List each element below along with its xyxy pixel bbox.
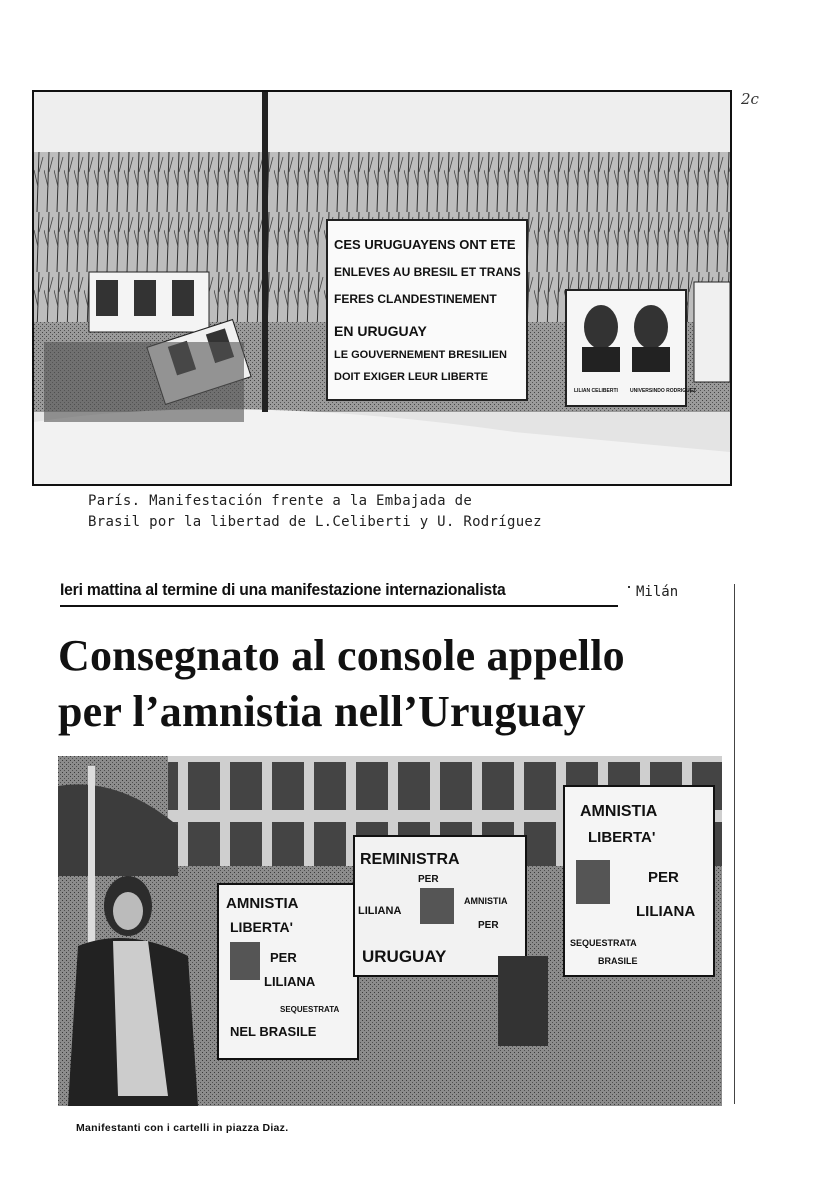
headline-line-2: per l’amnistia nell’Uruguay xyxy=(58,687,586,736)
kicker-rule xyxy=(60,605,618,607)
sign-left-line-2: LIBERTA' xyxy=(230,919,293,935)
banner-line-5: LE GOUVERNEMENT BRESILIEN xyxy=(334,349,507,361)
sign-left-line-1: AMNISTIA xyxy=(226,895,299,912)
sign-right-line-3: PER xyxy=(648,869,679,886)
sign-middle-line-6: URUGUAY xyxy=(362,947,447,966)
banner-line-6: DOIT EXIGER LEUR LIBERTE xyxy=(334,371,489,383)
sign-right-line-1: AMNISTIA xyxy=(580,803,658,820)
kicker-dot xyxy=(628,586,630,588)
sign-middle-line-2: PER xyxy=(418,874,439,885)
sign-left-line-6: NEL BRASILE xyxy=(230,1024,317,1039)
sign-left-line-3: PER xyxy=(270,950,297,965)
banner-line-1: CES URUGUAYENS ONT ETE xyxy=(334,237,516,252)
sign-middle-line-1: REMINISTRA xyxy=(360,851,460,868)
sign-right-line-2: LIBERTA' xyxy=(588,829,656,846)
milan-sign-left xyxy=(218,884,358,1059)
banner-line-4: EN URUGUAY xyxy=(334,323,427,339)
milan-sign-middle xyxy=(354,836,526,976)
sign-middle-line-4: AMNISTIA xyxy=(464,896,508,906)
paris-demonstration-photo xyxy=(32,90,732,486)
banner-line-2: ENLEVES AU BRESIL ET TRANS xyxy=(334,265,521,279)
sign-right-line-4: LILIANA xyxy=(636,903,696,920)
milan-sign-right xyxy=(564,786,714,976)
sign-right-line-5: SEQUESTRATA xyxy=(570,938,637,948)
article-headline xyxy=(58,628,728,740)
page-number: 2c xyxy=(741,90,759,108)
sign-right-line-6: BRASILE xyxy=(598,956,638,966)
milan-demonstration-photo xyxy=(58,756,722,1106)
milan-photo-caption: Manifestanti con i cartelli in piazza Diaz. xyxy=(76,1122,289,1134)
column-rule xyxy=(734,584,735,1104)
portrait-label-right: UNIVERSINDO RODRIGUEZ xyxy=(630,388,697,394)
headline-line-1: Consegnato al console appello xyxy=(58,631,625,680)
portrait-label-left: LILIAN CELIBERTI xyxy=(574,388,618,394)
banner-line-3: FERES CLANDESTINEMENT xyxy=(334,292,497,306)
paris-photo-caption: París. Manifestación frente a la Embajada de Brasil por la libertad de L.Celiberti y U. Rodríguez xyxy=(88,493,542,530)
sign-left-line-4: LILIANA xyxy=(264,974,316,989)
article-kicker: Ieri mattina al termine di una manifestazione internazionalista xyxy=(60,580,506,599)
sign-middle-line-3: LILIANA xyxy=(358,905,402,917)
sign-middle-line-5: PER xyxy=(478,920,499,931)
paris-banner xyxy=(327,220,527,400)
article-location: Milán xyxy=(636,584,679,600)
right-portrait-poster xyxy=(566,290,696,406)
sign-left-line-5: SEQUESTRATA xyxy=(280,1005,340,1014)
